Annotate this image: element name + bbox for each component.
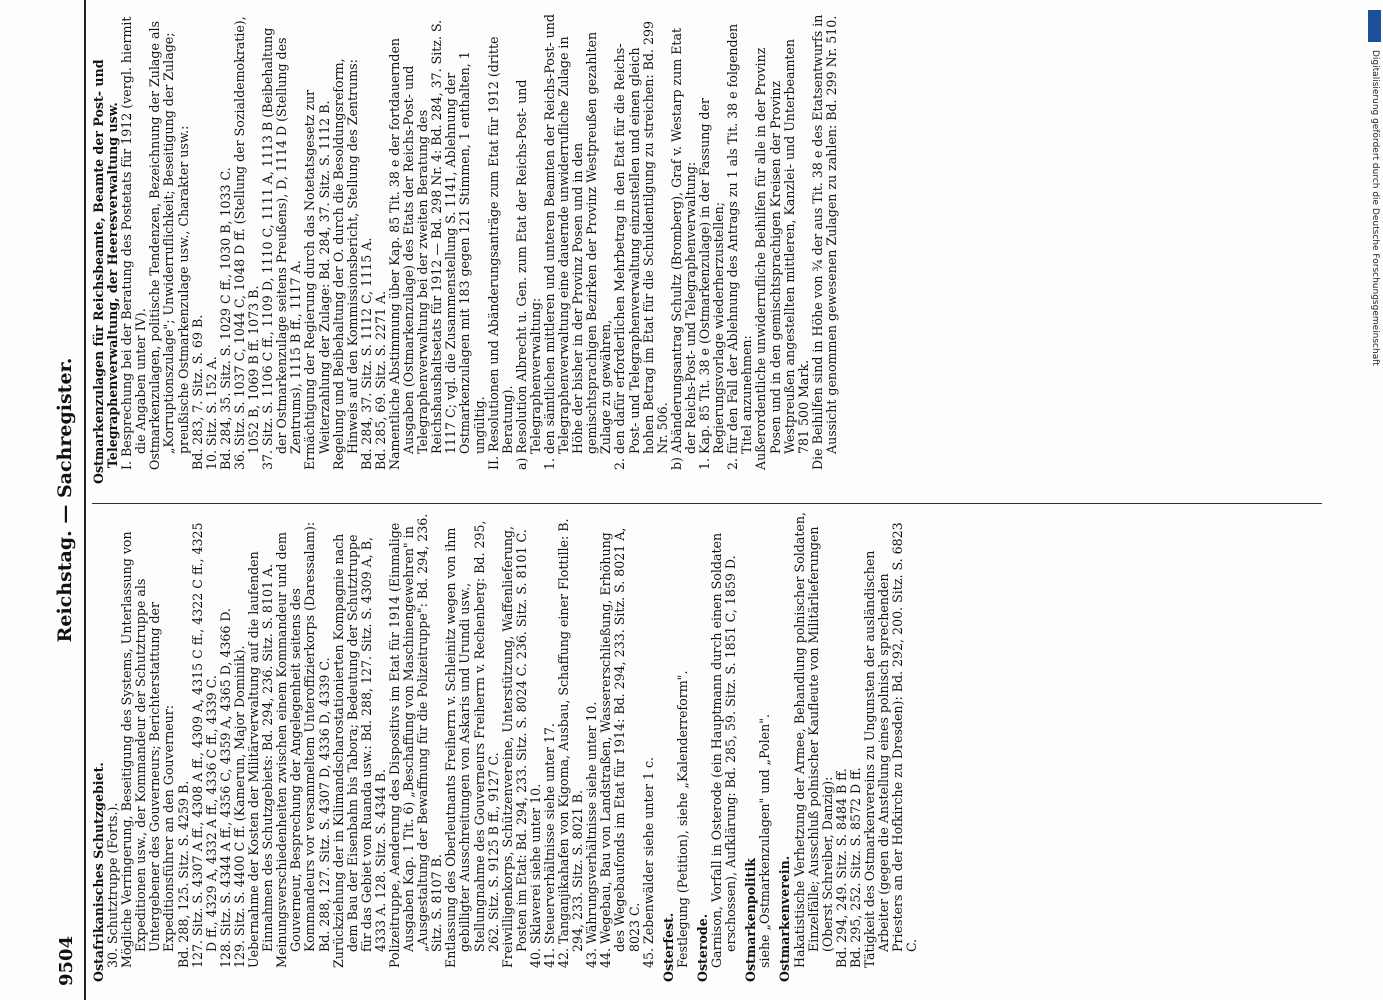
entry-line: 36. Sitz. S. 1037 C, 1044 C, 1048 D ff. (Stellung der Sozialdemokratie), 1052 B, 1069 B ff. 1073 B. <box>231 12 262 470</box>
entry-line: Uebernahme der Kosten der Militärverwaltung auf die laufenden Einnahmen des Schutzgebiets: Bd. 294, 236. Sitz. S. 8101 A. <box>246 547 276 968</box>
entry-line: Zurückziehung der in Kilimandscharostationierten Kompagnie nach dem Bau der Eisenbahn bis Tabora; Bedeutung der Schutztruppe für das Gebiet von Ruanda usw.: Bd. 288, 127. Sitz. S. 4309 A, B, 4333 A. 128. Sitz. S. 4344 B. <box>330 529 388 968</box>
dfg-logo <box>1360 10 1381 42</box>
column-divider <box>92 503 1322 504</box>
entry-heading: Ostmarkenzulagen für Reichsbeamte, Beamte der Post- und Telegraphenverwaltung, der Heeresverwaltung usw. <box>91 55 121 484</box>
entry-heading: Ostmarkenverein. <box>777 855 793 982</box>
entry-line: Bd. 283, 7. Sitz. S. 69 B. <box>189 314 205 470</box>
entry-line: Bd. 294, 249. Sitz. S. 8484 B ff. <box>833 768 849 968</box>
funding-credit <box>1368 50 1381 950</box>
page-number: 9504 <box>56 935 77 986</box>
entry-line: 42. Tanganjikahafen von Kigoma, Ausbau, Schaffung einer Flottille: B. 294, 233. Sitz. S. 8021 B. <box>556 514 586 968</box>
left-column <box>91 508 925 982</box>
entry-line: 10. Sitz. S. 152 A. <box>203 356 219 470</box>
entry-line: 45. Zebenwälder siehe unter 1 c. <box>640 756 656 968</box>
dfg-label: DFG <box>1360 15 1369 32</box>
entry-line: 40. Sklaverei siehe unter 10. <box>527 783 543 968</box>
page-header <box>52 0 86 1000</box>
entry-line: Regelung und Beibehaltung der O. durch die Besoldungsreform, Hinweis auf den Kommissionsbericht, Stellung des Zentrums: <box>330 54 360 470</box>
index-entry <box>744 512 772 982</box>
entry-heading: Ostmarkenpolitik <box>743 858 759 982</box>
entry-line: 127. Sitz. S. 4307 A ff., 4308 A ff., 4309 A, 4315 C ff., 4322 C ff., 4325 D ff., 4329 A, 4332 A ff., 4336 C ff., 4339 C. <box>189 518 219 968</box>
entry-line: Mögliche Verringerung, Beseitigung des Systems, Unterlassung von Expeditionen usw., der Kommandeur der Schutztruppe als Untergebener des Gouverneurs; Berichterstattung der Expeditionsführer an den Gouverneur: <box>119 527 177 968</box>
credit-text: Digitalisierung gefördert durch die Deutsche Forschungsgemeinschaft <box>1370 50 1380 366</box>
entry-line: II. Resolutionen und Abänderungsanträge zum Etat für 1912 (dritte Beratung). <box>485 32 515 470</box>
entry-line: Ermächtigung der Regierung durch das Notetatsgesetz zur Weiterzahlung der Zulage: Bd. 284, 37. Sitz. S. 1112 B. <box>302 85 332 470</box>
entry-line: Entlassung des Oberleutnants Freiherrn v. Schleinitz wegen von ihm gebilligter Ausschreitungen von Askaris und Urundi usw., Stellungnahme des Gouverneurs Freiherrn v. Rechenberg: Bd. 295, 262. Sitz. S. 9125 B ff., 9127 C. <box>443 516 501 968</box>
entry-line: Die Beihilfen sind in Höhe von ¾ der aus Tit. 38 e des Etatsentwurfs in Aussicht genommen gewesenen Zulagen zu zahlen: Bd. 299 Nr. 510. <box>809 10 839 470</box>
entry-line: 44. Wegebau, Bau von Landstraßen, Wassererschließung, Erhöhung des Wegebaufonds im Etat für 1914: Bd. 294, 233. Sitz. S. 8021 A, 8023 C. <box>598 523 642 968</box>
entry-line: Freiwilligenkorps, Schützenvereine, Unterstützung, Waffenlieferung, Posten im Etat: Bd. 294, 233. Sitz. S. 8024 C. 236. Sitz. S. 8101 C. <box>499 521 529 968</box>
entry-line: Meinungsverschiedenheiten zwischen einem Kommandeur und dem Gouverneur, Besprechung der Angelegenheit seitens des Kommandeurs vor versammeltem Unteroffizierkorps (Daressalam): Bd. 288, 127. Sitz. S. 4307 D, 4336 D, 4339 C. <box>274 517 332 968</box>
right-column <box>91 10 845 484</box>
entry-heading: Osterode. <box>694 913 710 982</box>
index-entry <box>91 509 656 982</box>
header-rule <box>84 0 86 1000</box>
index-entry <box>662 512 690 982</box>
entry-line: 41. Steuerverhältnisse siehe unter 17. <box>542 723 557 968</box>
entry-line: siehe „Ostmarkenzulagen" und „Polen". <box>757 714 773 968</box>
entry-line: Bd. 285, 69. Sitz. S. 2271 A. <box>372 290 388 470</box>
entry-line: 30. Schutztruppe (Forts.). <box>105 802 121 968</box>
entry-line: 1. den sämtlichen mittleren und unteren Beamten der Reichs-Post- und Telegraphenverwaltung eine dauernde unwiderrufliche Zulage in Höhe der bisher in der Provinz Posen und in den gemischtsprachigen Bezirken der Provinz Westpreußen gezahlten Zulage zu gewähren, <box>542 10 614 470</box>
entry-line: Namentliche Abstimmung über Kap. 85 Tit. 38 e der fortdauernden Ausgaben (Ostmarkenzulage) des Etats der Reichs-Post- und Telegraphenverwaltung bei der zweiten Beratung des Reichshaushaltsetats für 1912 — Bd. 298 Nr. 4: Bd. 284, 37. Sitz. S. 1117 C; vgl. die Zusammenstellung S. 1141, Ablehnung der Ostmarkenzulagen mit 183 gegen 121 Stimmen, 1 enthalten, 1 ungültig. <box>386 15 487 470</box>
entry-heading: Osterfest. <box>660 912 676 982</box>
index-entry <box>91 10 839 484</box>
entry-line: Garnison, Vorfall in Osterode (ein Hauptmann durch einen Soldaten erschossen), Aufklärung: Bd. 285, 59. Sitz. S. 1851 C, 1859 D. <box>709 528 739 968</box>
entry-line: b) Abänderungsantrag Schultz (Bromberg), Graf v. Westarp zum Etat der Reichs-Post- und Telegraphenverwaltung: <box>668 23 698 470</box>
entry-line: Festlegung (Petition), siehe „Kalenderreform". <box>674 670 690 968</box>
entry-line: 43. Währungsverhältnisse siehe unter 10. <box>584 701 600 968</box>
entry-line: 128. Sitz. S. 4344 A ff., 4356 C, 4359 A, 4365 D, 4366 D. <box>217 607 233 968</box>
entry-line: Bd. 295, 252. Sitz. S. 8572 D ff. <box>847 767 863 968</box>
index-entry <box>696 512 738 982</box>
entry-line: I. Besprechung bei der Beratung des Postetats für 1912 (vergl. hiermit die Angaben unter IV). <box>119 12 149 470</box>
index-entry <box>777 508 920 982</box>
entry-line: a) Resolution Albrecht u. Gen. zum Etat der Reichs-Post- und Telegraphenverwaltung: <box>513 75 543 470</box>
entry-line: Bd. 284, 37. Sitz. S. 1112 C, 1115 A. <box>358 237 374 470</box>
entry-line: 2. für den Fall der Ablehnung des Antrags zu 1 als Tit. 38 e folgenden Titel anzunehmen: <box>725 19 755 470</box>
entry-line: Hakatistische Verhetzung der Armee, Behandlung polnischer Soldaten, Einzelfälle; Ausschluß polnischer Kaufleute von Militärlieferungen (Oberst Schreiber, Danzig): <box>791 508 835 968</box>
entry-heading: Ostafrikanisches Schutzgebiet. <box>91 762 106 982</box>
entry-line: Ostmarkenzulagen, politische Tendenzen, Bezeichnung der Zulage als „Korruptionszulage"; Unwiderruflichkeit; Beseitigung der Zulage; preußische Ostmarkenzulage usw., Charakter usw.: <box>147 17 191 470</box>
entry-line: Bd. 288, 125. Sitz. S. 4259 B. <box>175 780 191 968</box>
entry-line: 37. Sitz. S. 1106 C ff., 1109 D, 1110 C, 1111 A, 1113 B (Beibehaltung der Ostmarkenzulage seitens Preußens), D, 1114 D (Stellung des Zentrums), 1115 B ff., 1117 A. <box>260 23 304 470</box>
entry-line: 129. Sitz. S. 4400 C ff. (Kamerun, Major Dominik). <box>231 645 247 968</box>
entry-line: 2. den dafür erforderlichen Mehrbetrag in den Etat für die Reichs-Post- und Telegraphenverwaltung einzustellen und einen gleich hohen Betrag im Etat für die Schuldentilgung zu streichen: Bd. 299 Nr. 506. <box>612 16 670 470</box>
entry-line: Außerordentliche unwiderrufliche Beihilfen für alle in der Provinz Posen und in den gemischtsprachigen Kreisen der Provinz Westpreußen angestellten mittleren, Kanzlei- und Unterbeamten 781 500 Mark. <box>753 34 811 470</box>
running-title: Reichstag. — Sachregister. <box>54 357 76 643</box>
entry-line: Tätigkeit des Ostmarkenvereins zu Ungunsten der ausländischen Arbeiter (gegen die Anstellung eines polnisch sprechenden Priesters an der Hofkirche zu Dresden): Bd. 292, 200. Sitz. S. 6823 C. <box>861 518 920 968</box>
entry-line: Bd. 284, 35. Sitz. S. 1029 C ff., 1030 B, 1033 C. <box>217 167 233 470</box>
entry-line: Polizeitruppe, Aenderung des Dispositivs im Etat für 1914 (Einmalige Ausgaben Kap. 1 Tit. 6) „Beschaffung von Maschinengewehren" in „Ausgestaltung der Bewaffnung für die Polizeitruppe": Bd. 294, 236. Sitz. S. 8107 B. <box>386 509 445 968</box>
entry-line: 1. Kap. 85 Tit. 38 e (Ostmarkenzulage) in der Fassung der Regierungsvorlage wiederherzustellen; <box>697 94 727 470</box>
